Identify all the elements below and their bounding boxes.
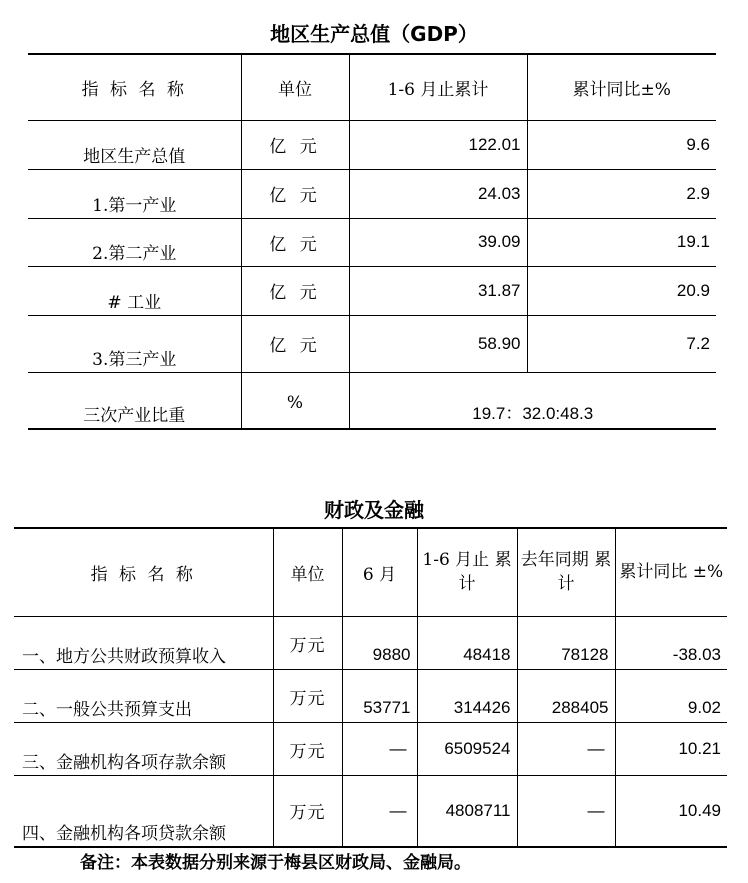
row-name: 3.第三产业 bbox=[28, 315, 241, 372]
ratio-value: 19.7：32.0:48.3 bbox=[349, 372, 716, 429]
row-cumulative: 314426 bbox=[417, 669, 517, 722]
row-value: 31.87 bbox=[349, 266, 527, 315]
row-yoy: -38.03 bbox=[615, 616, 727, 669]
row-cumulative: 48418 bbox=[417, 616, 517, 669]
row-month: — bbox=[342, 722, 417, 775]
row-yoy: 19.1 bbox=[527, 218, 716, 266]
row-unit: 亿 元 bbox=[241, 169, 349, 218]
gdp-header-row bbox=[28, 54, 716, 120]
table-row bbox=[14, 616, 727, 669]
row-value: 58.90 bbox=[349, 315, 527, 372]
table-row bbox=[28, 120, 716, 169]
row-value: 39.09 bbox=[349, 218, 527, 266]
row-yoy: 2.9 bbox=[527, 169, 716, 218]
fin-header-unit: 单位 bbox=[273, 528, 342, 616]
gdp-header-unit: 单位 bbox=[241, 54, 349, 120]
row-name: 二、一般公共预算支出 bbox=[14, 669, 273, 722]
row-value: 122.01 bbox=[349, 120, 527, 169]
gdp-table-title: 地区生产总值（GDP） bbox=[270, 22, 478, 46]
row-month: 9880 bbox=[342, 616, 417, 669]
ratio-unit: % bbox=[241, 372, 349, 429]
fin-header-last-year: 去年同期 累计 bbox=[517, 528, 615, 616]
table-row bbox=[28, 169, 716, 218]
row-value: 24.03 bbox=[349, 169, 527, 218]
row-name: 一、地方公共财政预算收入 bbox=[14, 616, 273, 669]
gdp-header-cumulative: 1-6 月止累计 bbox=[349, 54, 527, 120]
row-unit: 万元 bbox=[273, 722, 342, 775]
row-unit: 万元 bbox=[273, 669, 342, 722]
row-month: 53771 bbox=[342, 669, 417, 722]
ratio-name: 三次产业比重 bbox=[28, 372, 241, 429]
fin-header-month: 6 月 bbox=[342, 528, 417, 616]
fin-header-yoy: 累计同比 ±% bbox=[615, 528, 727, 616]
row-cumulative: 4808711 bbox=[417, 775, 517, 847]
row-last-year: 78128 bbox=[517, 616, 615, 669]
row-yoy: 7.2 bbox=[527, 315, 716, 372]
row-yoy: 9.6 bbox=[527, 120, 716, 169]
row-unit: 万元 bbox=[273, 616, 342, 669]
row-last-year: 288405 bbox=[517, 669, 615, 722]
row-yoy: 20.9 bbox=[527, 266, 716, 315]
row-name: 2.第二产业 bbox=[28, 218, 241, 266]
fin-header-cumulative: 1-6 月止 累计 bbox=[417, 528, 517, 616]
row-unit: 亿 元 bbox=[241, 218, 349, 266]
row-yoy: 9.02 bbox=[615, 669, 727, 722]
row-month: — bbox=[342, 775, 417, 847]
row-last-year: — bbox=[517, 722, 615, 775]
row-name: 三、金融机构各项存款余额 bbox=[14, 722, 273, 775]
row-yoy: 10.49 bbox=[615, 775, 727, 847]
gdp-header-name: 指 标 名 称 bbox=[28, 54, 241, 120]
table-row bbox=[28, 218, 716, 266]
row-unit: 亿 元 bbox=[241, 120, 349, 169]
fin-header-name: 指 标 名 称 bbox=[14, 528, 273, 616]
table-row bbox=[28, 266, 716, 315]
row-unit: 亿 元 bbox=[241, 266, 349, 315]
row-yoy: 10.21 bbox=[615, 722, 727, 775]
row-unit: 亿 元 bbox=[241, 315, 349, 372]
table-row bbox=[14, 775, 727, 847]
gdp-table bbox=[28, 53, 716, 430]
table-row bbox=[14, 669, 727, 722]
row-name: # 工业 bbox=[28, 266, 241, 315]
table-row bbox=[14, 722, 727, 775]
gdp-header-yoy: 累计同比±% bbox=[527, 54, 716, 120]
finance-table bbox=[14, 527, 727, 848]
table-row bbox=[28, 315, 716, 372]
source-note: 备注：本表数据分别来源于梅县区财政局、金融局。 bbox=[80, 853, 471, 873]
finance-header-row bbox=[14, 528, 727, 616]
row-name: 1.第一产业 bbox=[28, 169, 241, 218]
row-cumulative: 6509524 bbox=[417, 722, 517, 775]
row-unit: 万元 bbox=[273, 775, 342, 847]
table-row bbox=[28, 372, 716, 429]
row-name: 四、金融机构各项贷款余额 bbox=[14, 775, 273, 847]
row-last-year: — bbox=[517, 775, 615, 847]
row-name: 地区生产总值 bbox=[28, 120, 241, 169]
finance-table-title: 财政及金融 bbox=[324, 498, 424, 522]
